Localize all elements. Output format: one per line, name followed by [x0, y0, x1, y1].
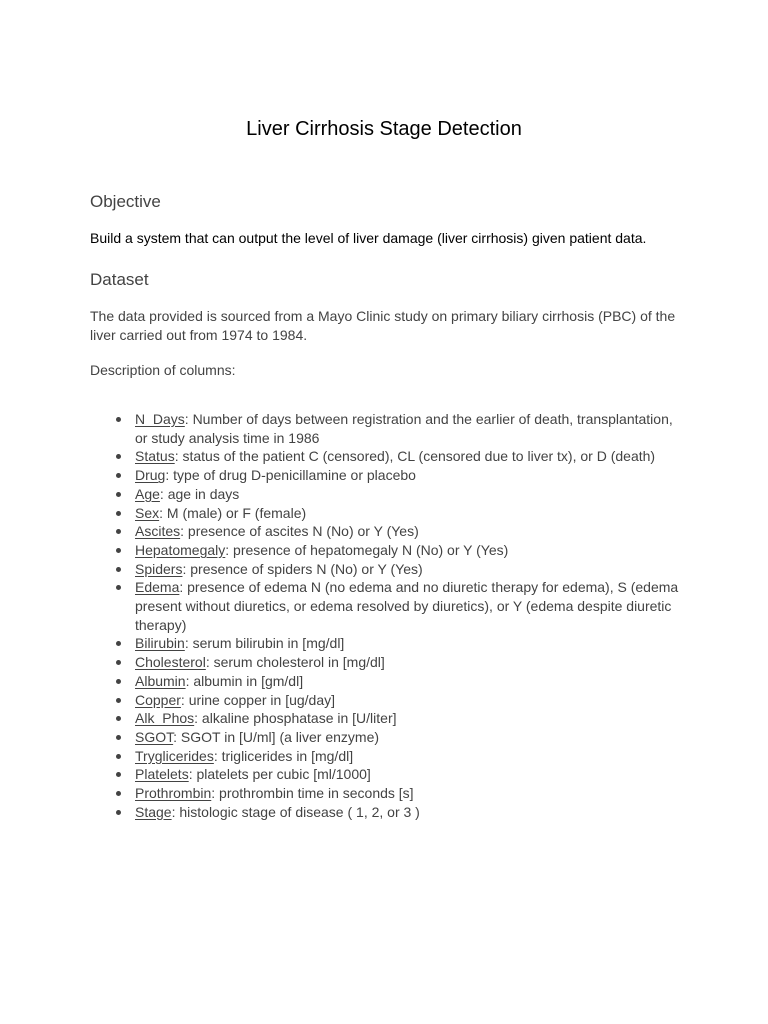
column-item [90, 653, 680, 672]
column-description: : Number of days between registration and the earlier of death, transplantation, or study analysis time in 1986 [135, 411, 673, 446]
column-item [90, 410, 680, 447]
column-name: N_Days [135, 411, 185, 427]
bullet-icon [116, 492, 121, 497]
column-item [90, 728, 680, 747]
bullet-icon [116, 473, 121, 478]
column-item [90, 803, 680, 822]
column-name: Age [135, 485, 160, 502]
column-item [90, 485, 680, 504]
column-name: Stage [135, 803, 172, 820]
column-description: : type of drug D-penicillamine or placebo [165, 467, 416, 484]
column-name: Prothrombin [135, 785, 212, 802]
bullet-icon [116, 791, 121, 796]
column-name: Albumin [135, 672, 186, 689]
bullet-icon [116, 735, 121, 740]
column-name: Spiders [135, 560, 183, 577]
column-name: Sex [135, 504, 160, 521]
column-name: Alk_Phos [135, 710, 195, 727]
column-description: : triglicerides in [mg/dl] [213, 747, 354, 764]
column-description: : presence of edema N (no edema and no diuretic therapy for edema), S (edema present without diuretics, or edema resolved by diuretics), or Y (edema despite diuretic therapy) [135, 579, 679, 633]
column-name: Cholesterol [135, 654, 206, 671]
column-name: Tryglicerides [135, 747, 214, 764]
column-item [90, 784, 680, 803]
column-description: : presence of hepatomegaly N (No) or Y (Yes) [225, 541, 509, 558]
dataset-heading: Dataset [90, 270, 149, 289]
dataset-source-text: The data provided is sourced from a Mayo Clinic study on primary biliary cirrhosis (PBC) of the liver carried out from 1974 to 1984. [90, 308, 676, 343]
column-description: : presence of spiders N (No) or Y (Yes) [182, 560, 423, 577]
column-item [90, 522, 680, 541]
bullet-icon [116, 511, 121, 516]
column-description: : albumin in [gm/dl] [185, 672, 304, 689]
column-name: Drug [135, 467, 166, 484]
bullet-icon [116, 810, 121, 815]
column-name: Copper [135, 691, 181, 708]
bullet-icon [116, 567, 121, 572]
column-item [90, 560, 680, 579]
columns-intro: Description of columns: [90, 362, 236, 378]
objective-heading: Objective [90, 192, 161, 211]
column-item [90, 578, 680, 634]
column-name: Status [135, 448, 175, 465]
column-item [90, 709, 680, 728]
column-name: Hepatomegaly [135, 541, 226, 558]
column-name: Platelets [135, 766, 189, 783]
column-item [90, 672, 680, 691]
bullet-icon [116, 716, 121, 721]
columns-list [90, 410, 680, 821]
bullet-icon [116, 641, 121, 646]
column-item [90, 691, 680, 710]
bullet-icon [116, 454, 121, 459]
column-description: : age in days [159, 485, 240, 502]
column-item [90, 747, 680, 766]
column-description: : SGOT in [U/ml] (a liver enzyme) [173, 728, 380, 745]
bullet-icon [116, 698, 121, 703]
column-description: : alkaline phosphatase in [U/liter] [194, 710, 397, 727]
column-item [90, 466, 680, 485]
bullet-icon [116, 660, 121, 665]
bullet-icon [116, 585, 121, 590]
column-description: : presence of ascites N (No) or Y (Yes) [180, 523, 419, 540]
bullet-icon [116, 772, 121, 777]
column-description: : M (male) or F (female) [159, 504, 307, 521]
bullet-icon [116, 679, 121, 684]
column-description: : serum bilirubin in [mg/dl] [184, 635, 345, 652]
bullet-icon [116, 529, 121, 534]
column-name: SGOT [135, 728, 174, 745]
column-description: : serum cholesterol in [mg/dl] [205, 654, 385, 671]
column-item [90, 634, 680, 653]
column-item [90, 447, 680, 466]
column-item [90, 504, 680, 523]
column-item [90, 765, 680, 784]
objective-text: Build a system that can output the level of liver damage (liver cirrhosis) given patient data. [90, 230, 647, 246]
column-description: : prothrombin time in seconds [s] [211, 785, 414, 802]
column-description: : urine copper in [ug/day] [180, 691, 336, 708]
column-description: : platelets per cubic [ml/1000] [188, 766, 371, 783]
column-name: Ascites [135, 523, 181, 540]
column-name: Bilirubin [135, 635, 185, 652]
column-name: Edema [135, 579, 180, 596]
column-description: : status of the patient C (censored), CL (censored due to liver tx), or D (death) [174, 448, 656, 465]
bullet-icon [116, 754, 121, 759]
bullet-icon [116, 548, 121, 553]
column-description: : histologic stage of disease ( 1, 2, or 3 ) [171, 803, 420, 820]
bullet-icon [116, 417, 121, 422]
document-title: Liver Cirrhosis Stage Detection [246, 118, 522, 140]
column-item [90, 541, 680, 560]
